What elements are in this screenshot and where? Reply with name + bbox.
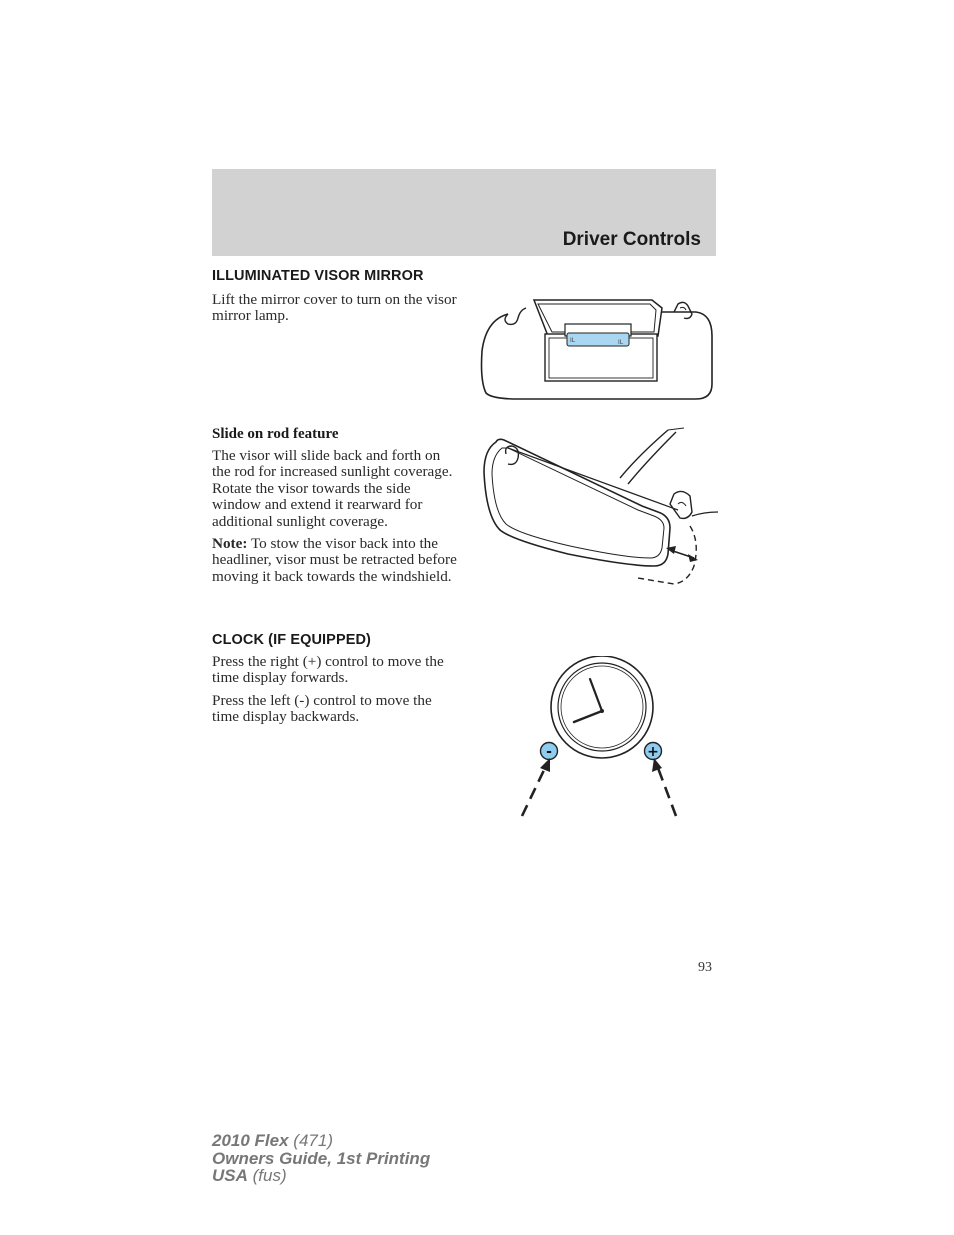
- footer-model-line: [212, 1132, 430, 1150]
- clock-minus-button[interactable]: [541, 743, 558, 761]
- visor-mirror-paragraph: Lift the mirror cover to turn on the visor mirror lamp.: [212, 291, 457, 325]
- slide-rod-text: [212, 448, 460, 585]
- footer-market-code: (fus): [252, 1166, 287, 1185]
- clock-paragraph-forward: Press the right (+) control to move the time display forwards.: [212, 653, 444, 687]
- note-label: Note:: [212, 535, 248, 553]
- slide-rod-note: [212, 536, 460, 585]
- footer-model: 2010 Flex: [212, 1131, 289, 1150]
- subheading-slide-rod: Slide on rod feature: [212, 426, 339, 442]
- clock-illustration: [512, 656, 692, 822]
- slide-rod-paragraph: The visor will slide back and forth on the rod for increased sunlight coverage. Rotate the visor towards the side window and extend it rearward for additional sunlight coverage.: [212, 447, 453, 530]
- page-number: 93: [698, 960, 712, 975]
- plus-label: +: [647, 744, 659, 760]
- visor-mirror-text: [212, 292, 460, 325]
- footer-guide: Owners Guide, 1st Printing: [212, 1148, 431, 1168]
- footer-market: USA: [212, 1166, 248, 1185]
- note-text: To stow the visor back into the headliner, visor must be retracted before moving it back towards the windshield.: [212, 535, 457, 585]
- footer-market-line: [212, 1167, 430, 1185]
- footer: [212, 1132, 430, 1185]
- footer-guide-line: [212, 1150, 430, 1168]
- visor-slide-illustration: [478, 426, 718, 588]
- heading-visor-mirror: ILLUMINATED VISOR MIRROR: [212, 268, 424, 284]
- header-band: [212, 169, 716, 256]
- visor-mirror-illustration: [478, 296, 716, 402]
- heading-clock: CLOCK (IF EQUIPPED): [212, 632, 371, 648]
- clock-plus-button[interactable]: [645, 743, 662, 761]
- footer-model-code: (471): [293, 1131, 333, 1150]
- svg-text:IL: IL: [618, 339, 624, 346]
- clock-paragraph-backward: Press the left (-) control to move the time display backwards.: [212, 691, 432, 726]
- svg-text:IL: IL: [570, 337, 576, 344]
- clock-text: [212, 654, 460, 726]
- minus-label: -: [546, 744, 552, 760]
- page-section-title: Driver Controls: [562, 229, 701, 250]
